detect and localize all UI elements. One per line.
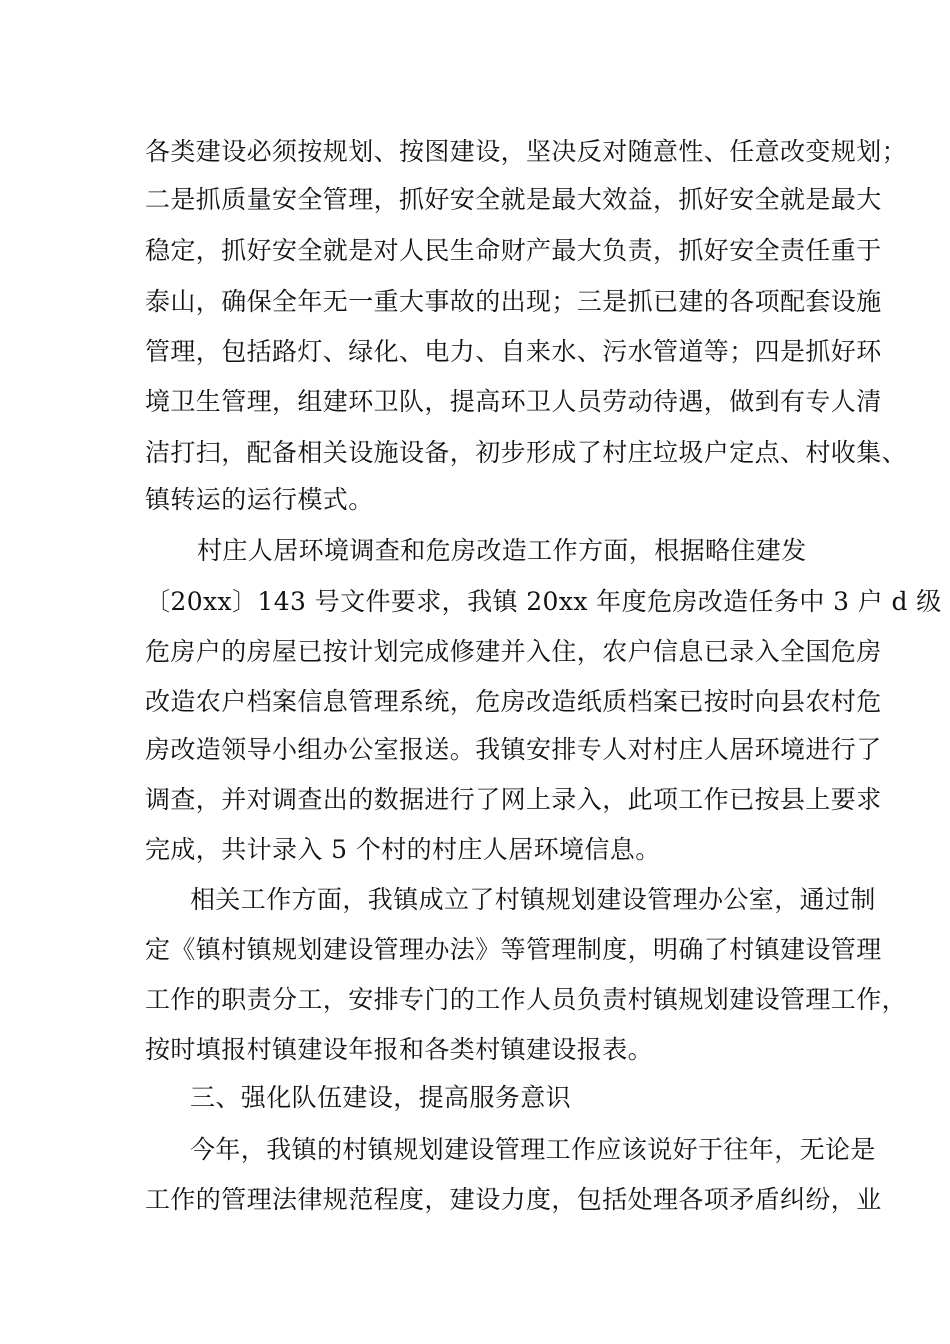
- paragraph-first-line: 今年，我镇的村镇规划建设管理工作应该说好于往年，无论是: [190, 1135, 876, 1164]
- text-line: 泰山，确保全年无一重大事故的出现；三是抓已建的各项配套设施: [145, 287, 882, 316]
- text-line: 〔20xx〕143 号文件要求，我镇 20xx 年度危房改造任务中 3 户 d 级: [145, 587, 942, 616]
- text-line: 改造农户档案信息管理系统，危房改造纸质档案已按时向县农村危: [145, 687, 882, 716]
- paragraph-first-line: 相关工作方面，我镇成立了村镇规划建设管理办公室，通过制: [190, 885, 876, 914]
- text-line: 按时填报村镇建设年报和各类村镇建设报表。: [145, 1035, 654, 1064]
- text-line: 稳定，抓好安全就是对人民生命财产最大负责，抓好安全责任重于: [145, 236, 882, 265]
- text-line: 境卫生管理，组建环卫队，提高环卫人员劳动待遇，做到有专人清: [145, 387, 882, 416]
- text-line: 工作的职责分工，安排专门的工作人员负责村镇规划建设管理工作，: [145, 985, 908, 1014]
- text-line: 完成，共计录入 5 个村的村庄人居环境信息。: [145, 835, 661, 864]
- text-line: 二是抓质量安全管理，抓好安全就是最大效益，抓好安全就是最大: [145, 185, 882, 214]
- text-line: 房改造领导小组办公室报送。我镇安排专人对村庄人居环境进行了: [145, 735, 882, 764]
- text-line: 管理，包括路灯、绿化、电力、自来水、污水管道等；四是抓好环: [145, 337, 882, 366]
- text-line: 镇转运的运行模式。: [145, 485, 374, 514]
- paragraph-first-line: 村庄人居环境调查和危房改造工作方面，根据略住建发: [197, 536, 807, 565]
- text-line: 调查，并对调查出的数据进行了网上录入，此项工作已按县上要求: [145, 785, 882, 814]
- section-heading: 三、强化队伍建设，提高服务意识: [190, 1083, 572, 1112]
- text-line: 工作的管理法律规范程度，建设力度，包括处理各项矛盾纠纷，业: [145, 1185, 882, 1214]
- text-line: 定《镇村镇规划建设管理办法》等管理制度，明确了村镇建设管理: [145, 935, 882, 964]
- text-line: 危房户的房屋已按计划完成修建并入住，农户信息已录入全国危房: [145, 637, 882, 666]
- text-line: 洁打扫，配备相关设施设备，初步形成了村庄垃圾户定点、村收集、: [145, 438, 908, 467]
- text-line: 各类建设必须按规划、按图建设，坚决反对随意性、任意改变规划；: [145, 137, 908, 166]
